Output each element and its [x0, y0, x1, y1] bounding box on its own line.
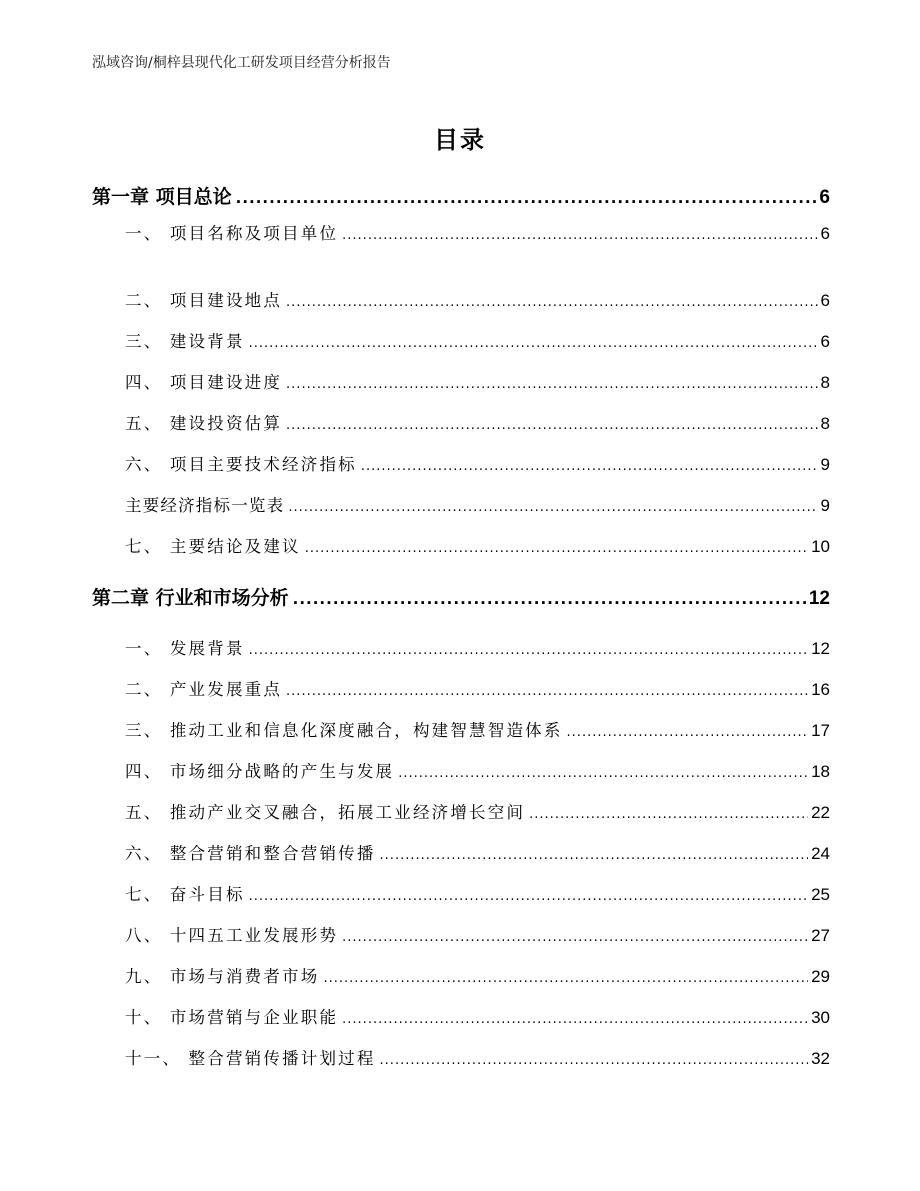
toc-page-number: 6 — [820, 332, 830, 351]
toc-entry-label: 十、 市场营销与企业职能 — [125, 1008, 339, 1027]
toc-entry-label: 四、 市场细分战略的产生与发展 — [125, 762, 395, 781]
toc-entry-label: 第二章 行业和市场分析 — [92, 587, 289, 609]
toc-entry-label: 二、 项目建设地点 — [125, 291, 283, 310]
toc-page-number: 10 — [811, 537, 830, 556]
toc-entry-label: 五、 推动产业交叉融合，拓展工业经济增长空间 — [125, 803, 526, 822]
toc-section-1-6[interactable] — [125, 451, 830, 475]
toc-chapter-1[interactable] — [92, 182, 830, 209]
toc-entry-label: 六、 项目主要技术经济指标 — [125, 455, 357, 474]
toc-entry-label: 一、 项目名称及项目单位 — [125, 224, 339, 243]
toc-page-number: 27 — [811, 926, 830, 945]
toc-section-1-7[interactable] — [125, 533, 830, 557]
toc-entry-label: 一、 发展背景 — [125, 639, 245, 658]
toc-page-number: 24 — [811, 844, 830, 863]
toc-page-number: 8 — [820, 414, 830, 433]
toc-page-number: 6 — [820, 224, 830, 243]
toc-page-number: 22 — [811, 803, 830, 822]
toc-page-number: 29 — [811, 967, 830, 986]
toc-entry-label: 八、 十四五工业发展形势 — [125, 926, 339, 945]
toc-dot-leader — [342, 1012, 808, 1027]
toc-table-1-1[interactable] — [125, 492, 830, 516]
toc-dot-leader — [249, 336, 818, 351]
toc-page-number: 30 — [811, 1008, 830, 1027]
toc-page-number: 8 — [820, 373, 830, 392]
toc-dot-leader — [236, 189, 817, 207]
toc-page-number: 12 — [811, 639, 830, 658]
toc-page-number: 9 — [820, 496, 830, 515]
toc-section-2-9[interactable] — [125, 963, 830, 987]
toc-chapter-2[interactable] — [92, 583, 830, 610]
toc-section-2-2[interactable] — [125, 676, 830, 700]
toc-dot-leader — [249, 889, 808, 904]
toc-section-1-2[interactable] — [125, 287, 830, 311]
toc-dot-leader — [293, 590, 806, 608]
toc-section-2-4[interactable] — [125, 758, 830, 782]
toc-section-1-4[interactable] — [125, 369, 830, 393]
toc-section-2-8[interactable] — [125, 922, 830, 946]
toc-dot-leader — [342, 930, 808, 945]
toc-page-number: 25 — [811, 885, 830, 904]
toc-entry-label: 七、 主要结论及建议 — [125, 537, 301, 556]
toc-entry-label: 三、 建设背景 — [125, 332, 245, 351]
toc-page-number: 12 — [808, 588, 830, 609]
toc-dot-leader — [380, 1053, 809, 1068]
toc-entry-label: 第一章 项目总论 — [92, 186, 232, 208]
toc-dot-leader — [286, 295, 817, 310]
toc-page-number: 32 — [811, 1049, 830, 1068]
toc-dot-leader — [305, 541, 808, 556]
toc-dot-leader — [288, 500, 817, 515]
toc-section-2-7[interactable] — [125, 881, 830, 905]
toc-section-1-5[interactable] — [125, 410, 830, 434]
toc-entry-label: 二、 产业发展重点 — [125, 680, 283, 699]
toc-page-number: 6 — [819, 187, 830, 208]
toc-entry-label: 十一、 整合营销传播计划过程 — [125, 1049, 376, 1068]
toc-section-2-5[interactable] — [125, 799, 830, 823]
toc-entry-label: 七、 奋斗目标 — [125, 885, 245, 904]
toc-entry-label: 五、 建设投资估算 — [125, 414, 283, 433]
toc-entry-label: 四、 项目建设进度 — [125, 373, 283, 392]
toc-dot-leader — [286, 684, 808, 699]
document-header: 泓域咨询/桐梓县现代化工研发项目经营分析报告 — [92, 55, 391, 71]
toc-dot-leader — [380, 848, 809, 863]
toc-dot-leader — [529, 807, 808, 822]
toc-section-2-3[interactable] — [125, 717, 830, 741]
page-title: 目录 — [434, 126, 486, 154]
toc-dot-leader — [286, 418, 817, 433]
toc-page-number: 18 — [811, 762, 830, 781]
toc-entry-label: 九、 市场与消费者市场 — [125, 967, 320, 986]
toc-dot-leader — [323, 971, 808, 986]
toc-section-2-6[interactable] — [125, 840, 830, 864]
toc-dot-leader — [398, 766, 808, 781]
toc-section-2-1[interactable] — [125, 635, 830, 659]
toc-dot-leader — [342, 228, 817, 243]
toc-page-number: 17 — [811, 721, 830, 740]
toc-entry-label: 主要经济指标一览表 — [125, 496, 285, 515]
toc-page-number: 9 — [820, 455, 830, 474]
toc-entry-label: 六、 整合营销和整合营销传播 — [125, 844, 376, 863]
toc-section-2-10[interactable] — [125, 1004, 830, 1028]
toc-dot-leader — [567, 725, 809, 740]
toc-dot-leader — [249, 643, 808, 658]
toc-section-1-1[interactable] — [125, 220, 830, 244]
toc-dot-leader — [286, 377, 817, 392]
toc-page-number: 6 — [820, 291, 830, 310]
toc-entry-label: 三、 推动工业和信息化深度融合，构建智慧智造体系 — [125, 721, 563, 740]
toc-page-number: 16 — [811, 680, 830, 699]
toc-dot-leader — [361, 459, 818, 474]
toc-section-1-3[interactable] — [125, 328, 830, 352]
toc-section-2-11[interactable] — [125, 1045, 830, 1069]
